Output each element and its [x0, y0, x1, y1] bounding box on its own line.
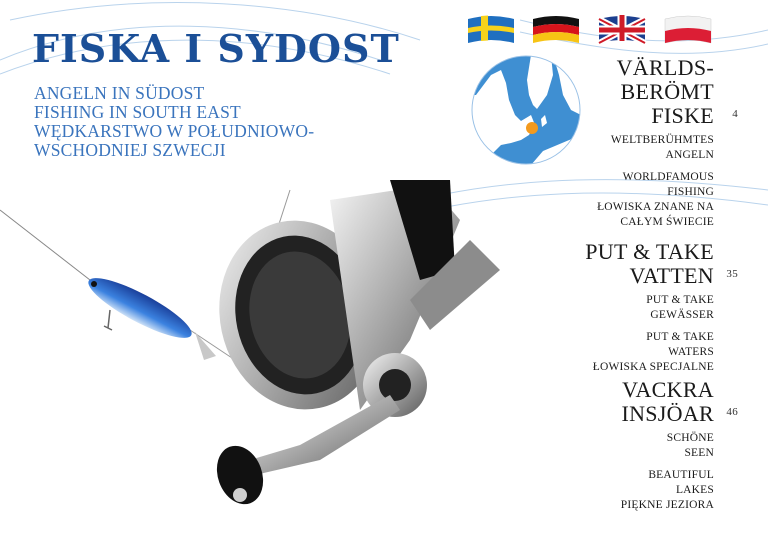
toc-page-number: 46	[726, 406, 738, 418]
toc-translation-line: ŁOWISKA SPECJALNE	[592, 361, 714, 373]
toc-section-put-and-take[interactable]	[484, 239, 738, 375]
toc-heading-line: PUT & TAKE	[585, 239, 714, 264]
toc-heading-line-with-page	[484, 103, 738, 128]
toc-translation-line: PIĘKNE JEZIORA	[620, 499, 714, 511]
toc-translations	[484, 293, 714, 375]
toc-translation-line: WELTBERÜHMTES	[610, 134, 714, 146]
toc-translation-line: ANGELN	[665, 149, 714, 161]
subtitle-english: FISHING IN SOUTH EAST	[34, 102, 241, 122]
toc-heading-line-with-page	[484, 401, 738, 426]
toc-heading-line: VÄRLDS-	[616, 55, 714, 80]
toc-section-beautiful-lakes[interactable]	[484, 377, 738, 513]
reel-body-icon	[202, 180, 500, 511]
toc-translation-line: PUT & TAKE	[646, 331, 714, 343]
toc-translation-line: PUT & TAKE	[646, 294, 714, 306]
toc-translation-line: ŁOWISKA ZNANE NA	[597, 201, 714, 213]
toc-heading-line: FISKE	[651, 103, 714, 128]
toc-heading-line: BERÖMT	[620, 79, 714, 104]
toc-translations	[484, 431, 714, 513]
toc-heading	[484, 377, 738, 426]
toc-translation-line: BEAUTIFUL	[648, 469, 714, 481]
toc-translation-line: LAKES	[675, 484, 714, 496]
toc-heading-line: INSJÖAR	[621, 401, 714, 426]
subtitle-block	[34, 84, 314, 160]
toc-heading	[484, 55, 738, 128]
toc-translation-line: SEEN	[684, 447, 714, 459]
toc-heading-line: VATTEN	[629, 263, 714, 288]
toc-translation-line: CAŁYM ŚWIECIE	[620, 216, 714, 228]
toc-translations	[484, 133, 714, 230]
page-title: FISKA I SYDOST	[32, 26, 400, 71]
toc-page-number: 35	[726, 268, 738, 280]
toc-section-world-famous[interactable]	[484, 55, 738, 230]
toc-translation-line: SCHÖNE	[666, 432, 714, 444]
toc-translation-line: FISHING	[667, 186, 714, 198]
toc-page-number: 4	[732, 108, 738, 120]
subtitle-polish-line-1: WĘDKARSTWO W POŁUDNIOWO-	[34, 121, 315, 141]
subtitle-polish-line-2: WSCHODNIEJ SZWECJI	[34, 140, 226, 160]
toc-heading-line-with-page	[484, 263, 738, 288]
toc-translation-line: WATERS	[668, 346, 714, 358]
toc-heading-line: VACKRA	[622, 377, 714, 402]
toc-translation-line: GEWÄSSER	[650, 309, 714, 321]
lure-icon	[82, 268, 216, 360]
toc-translation-line: WORLDFAMOUS	[622, 171, 714, 183]
subtitle-german: ANGELN IN SÜDOST	[34, 83, 205, 103]
toc-heading	[484, 239, 738, 288]
fishing-reel-illustration	[0, 160, 560, 541]
table-of-contents	[508, 0, 768, 541]
